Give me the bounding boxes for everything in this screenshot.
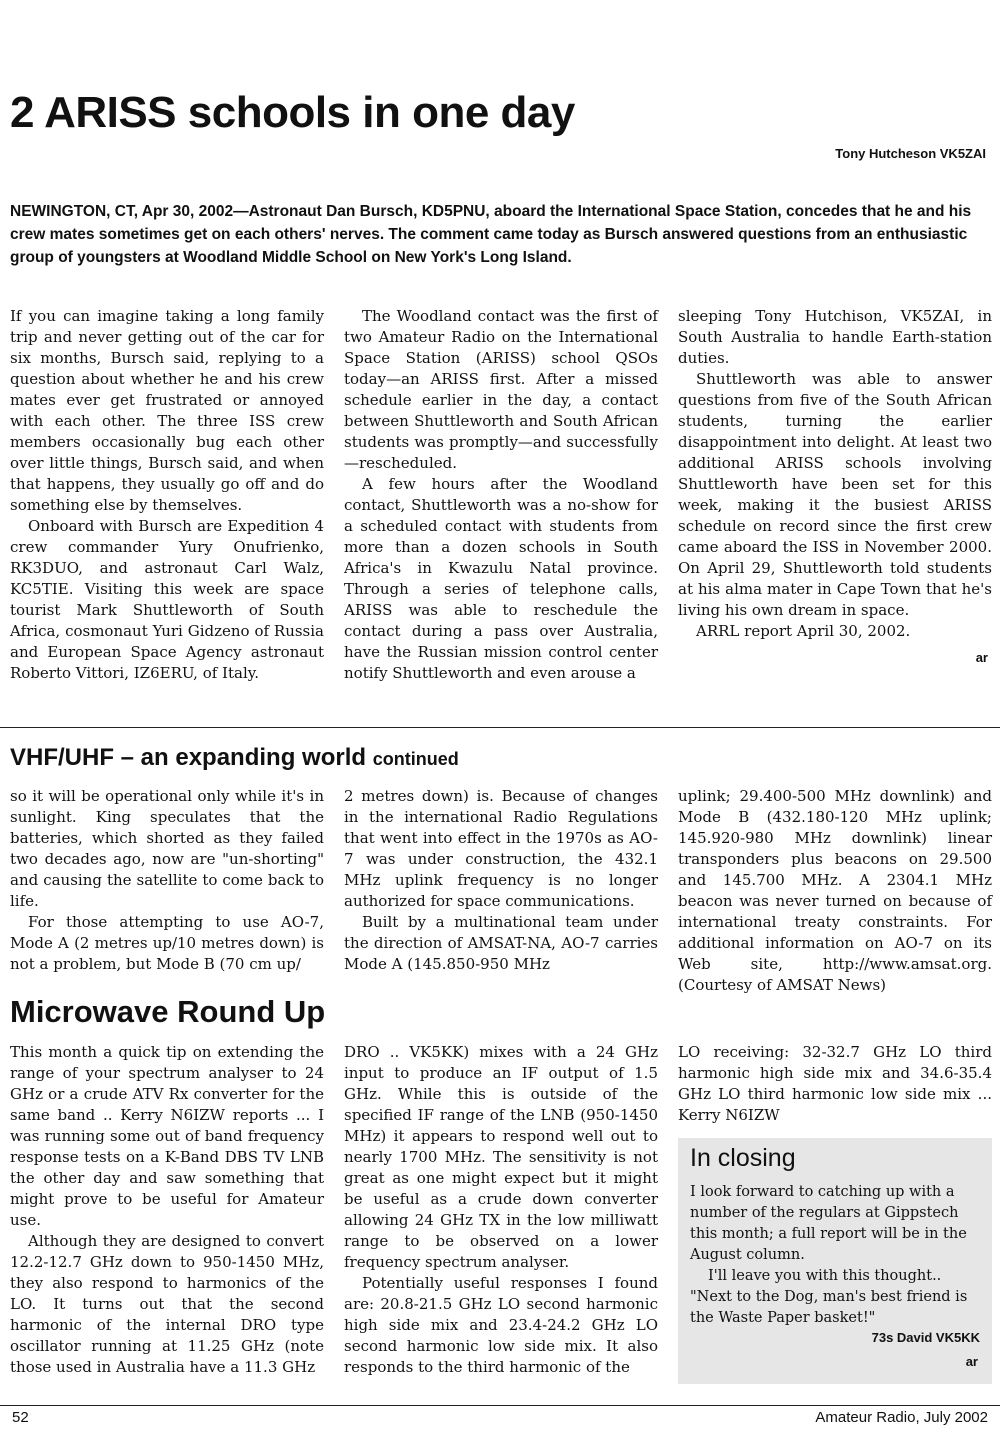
article3-column-2 <box>344 1042 658 1378</box>
article2-column-3 <box>678 786 992 996</box>
paragraph: This month a quick tip on extending the range of your spectrum analyser to 24 GHz or a crude ATV Rx converter for the same band .. Kerry N6IZW reports ... I was running some out of band frequency response tests on a K-Band DBS TV LNB the other day and saw something that might prove to be useful for Amateur use. <box>10 1043 324 1229</box>
closing-box <box>678 1138 992 1384</box>
article-author: Tony Hutcheson VK5ZAI <box>835 146 986 161</box>
section-divider <box>0 727 1000 728</box>
paragraph: DRO .. VK5KK) mixes with a 24 GHz input to produce an IF output of 1.5 GHz. While this is outside of the specified IF range of the LNB (950-1450 MHz) it appears to respond well out to nearly 1700 MHz. The sensitivity is not great as one might expect but it might be useful as a crude down converter allowing 24 GHz TX in the low milliwatt range to be observed on a lower frequency spectrum analyser. <box>344 1043 658 1271</box>
paragraph: Built by a multinational team under the direction of AMSAT-NA, AO-7 carries Mode A (145.850-950 MHz <box>344 913 658 973</box>
paragraph: I'll leave you with this thought.. "Next to the Dog, man's best friend is the Waste Paper basket!" <box>690 1268 968 1326</box>
article3-column-1 <box>10 1042 324 1378</box>
section-title: Microwave Round Up <box>10 994 326 1029</box>
paragraph: The Woodland contact was the first of two Amateur Radio on the International Space Station (ARISS) school QSOs today—an ARISS first. After a missed schedule earlier in the day, a contact between Shuttleworth and South African students was promptly—and successfully—rescheduled. <box>344 307 658 472</box>
article2-column-1 <box>10 786 324 975</box>
paragraph: I look forward to catching up with a number of the regulars at Gippstech this month; a full report will be in the August column. <box>690 1184 967 1263</box>
section-title-text: VHF/UHF – an expanding world <box>10 744 367 771</box>
paragraph: ARRL report April 30, 2002. <box>696 622 911 640</box>
footer-divider <box>0 1405 1000 1406</box>
signature: 73s David VK5KK <box>871 1330 980 1345</box>
article2-column-2 <box>344 786 658 975</box>
paragraph: A few hours after the Woodland contact, Shuttleworth was a no-show for a scheduled contact with students from more than a dozen schools in South Africa's in Kwazulu Natal province. Through a series of telephone calls, ARISS was able to reschedule the contact during a pass over Australia, have the Russian mission control center notify Shuttleworth and even arouse a <box>344 475 658 682</box>
paragraph: LO receiving: 32-32.7 GHz LO third harmonic high side mix and 34.6-35.4 GHz LO third harmonic low side mix ... Kerry N6IZW <box>678 1043 992 1124</box>
paragraph: If you can imagine taking a long family trip and never getting out of the car for six months, Bursch said, replying to a question about whether he and his crew mates ever get frustrated or annoyed with each other. The three ISS crew members occasionally bug each other over little things, Bursch said, and when that happens, they usually go off and do something else by themselves. <box>10 307 324 514</box>
continued-label: continued <box>372 749 459 769</box>
closing-text <box>690 1182 982 1329</box>
paragraph: Shuttleworth was able to answer questions from five of the South African students, turning the earlier disappointment into delight. At least two additional ARISS schools involving Shuttleworth have been set for this week, making it the busiest ARISS schedule on record since the first crew came aboard the ISS in November 2000. On April 29, Shuttleworth told students at his alma mater in Cape Town that he's living his own dream in space. <box>678 370 992 619</box>
paragraph: 2 metres down) is. Because of changes in the international Radio Regulations that went into effect in the 1970s as AO-7 was under construction, the 432.1 MHz uplink frequency is no longer authorized for space communications. <box>344 787 658 910</box>
paragraph: Onboard with Bursch are Expedition 4 crew commander Yury Onufrienko, RK3DUO, and astronaut Carl Walz, KC5TIE. Visiting this week are space tourist Mark Shuttleworth of South Africa, cosmonaut Yuri Gidzeno of Russia and European Space Agency astronaut Roberto Vittori, IZ6ERU, of Italy. <box>10 517 324 682</box>
page-number: 52 <box>12 1409 29 1426</box>
paragraph: uplink; 29.400-500 MHz downlink) and Mode B (432.180-120 MHz uplink; 145.920-980 MHz downlink) linear transponders plus beacons on 29.500 and 145.700 MHz. A 2304.1 MHz beacon was never turned on because of international treaty constraints. For additional information on AO-7 on its Web site, http://www.amsat.org. (Courtesy of AMSAT News) <box>678 787 992 994</box>
publication-name: Amateur Radio, July 2002 <box>815 1409 988 1426</box>
article1-column-2 <box>344 306 658 684</box>
article-lead: NEWINGTON, CT, Apr 30, 2002—Astronaut Dan Bursch, KD5PNU, aboard the International Space Station, concedes that he and his crew mates sometimes get on each others' nerves. The comment came today as Bursch answered questions from an enthusiastic group of youngsters at Woodland Middle School on New York's Long Island. <box>10 203 972 266</box>
paragraph: For those attempting to use AO-7, Mode A (2 metres up/10 metres down) is not a problem, but Mode B (70 cm up/ <box>10 913 324 973</box>
paragraph: so it will be operational only while it's in sunlight. King speculates that the batteries, which shorted as they failed two decades ago, now are "un-shorting" and causing the satellite to come back to life. <box>10 787 324 910</box>
paragraph: Potentially useful responses I found are: 20.8-21.5 GHz LO second harmonic high side mix and 23.4-24.2 GHz LO second harmonic low side mix. It also responds to the third harmonic of the <box>344 1274 658 1376</box>
article1-column-1 <box>10 306 324 684</box>
paragraph: Although they are designed to convert 12.2-12.7 GHz down to 950-1450 MHz, they also respond to harmonics of the LO. It turns out that the second harmonic of the internal DRO type oscillator running at 11.25 GHz (note those used in Australia have a 11.3 GHz <box>10 1232 324 1376</box>
closing-title: In closing <box>690 1144 796 1172</box>
end-mark: ar <box>965 1354 978 1369</box>
paragraph: sleeping Tony Hutchison, VK5ZAI, in South Australia to handle Earth-station duties. <box>678 307 992 367</box>
section-title <box>10 744 459 772</box>
article1-column-3 <box>678 306 992 642</box>
article-title: 2 ARISS schools in one day <box>10 88 575 137</box>
article3-column-3 <box>678 1042 992 1126</box>
end-mark: ar <box>975 650 988 665</box>
